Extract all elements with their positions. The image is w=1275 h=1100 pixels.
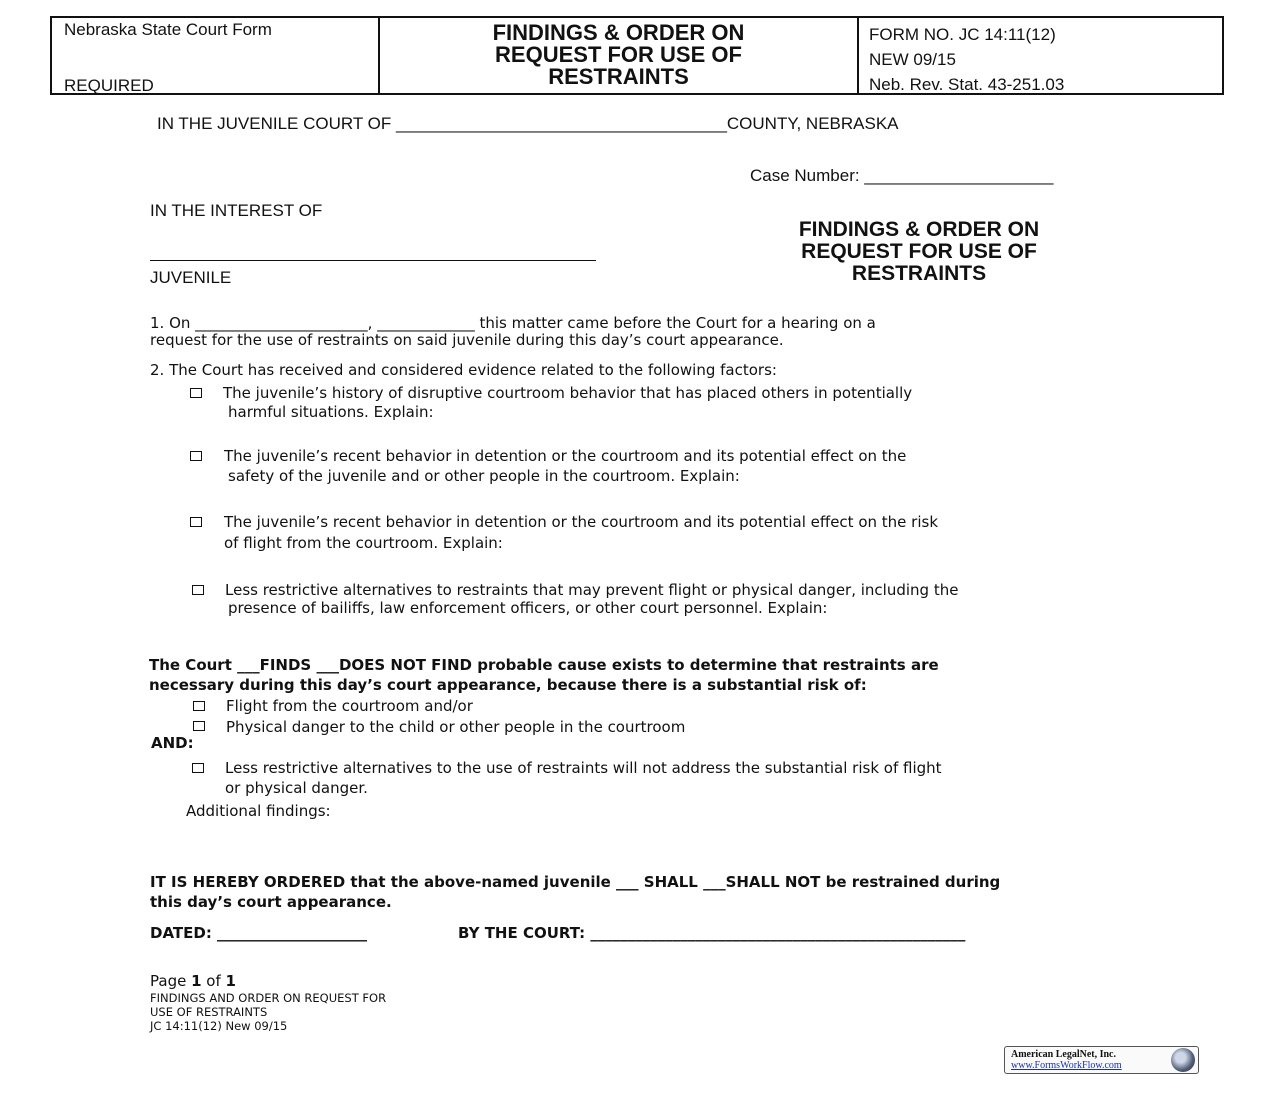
- factor-2-checkbox[interactable]: [190, 451, 202, 461]
- header-title-line-1: FINDINGS & ORDER ON: [492, 20, 745, 45]
- factor-2-line-1: The juvenile’s recent behavior in detention or the courtroom and its potential effect on the: [224, 447, 907, 465]
- factor-3-line-2: of flight from the courtroom. Explain:: [224, 534, 503, 552]
- globe-icon: [1171, 1048, 1195, 1072]
- logo-url-link[interactable]: www.FormsWorkFlow.com: [1011, 1060, 1122, 1071]
- dated-signature-line: DATED: ____________________: [150, 924, 368, 942]
- juvenile-label: JUVENILE: [150, 268, 232, 287]
- american-legalnet-logo[interactable]: [1004, 1046, 1199, 1074]
- case-number-line: Case Number: ____________________: [750, 166, 1054, 185]
- title-line-3: RESTRAINTS: [851, 262, 987, 285]
- item1-line-2: request for the use of restraints on said juvenile during this day’s court appearance.: [150, 331, 784, 349]
- alternatives-checkbox[interactable]: [192, 763, 204, 773]
- header-title-line-2: REQUEST FOR USE OF: [495, 42, 742, 67]
- factor-2-line-2: safety of the juvenile and or other people in the courtroom. Explain:: [228, 467, 740, 485]
- order-line-1: IT IS HEREBY ORDERED that the above-named juvenile ___ SHALL ___SHALL NOT be restrained during: [150, 873, 1001, 891]
- page-number: 1: [191, 972, 202, 990]
- juvenile-name-blank: [150, 248, 596, 261]
- risk-danger-label: Physical danger to the child or other people in the courtroom: [226, 718, 686, 736]
- logo-company-name: American LegalNet, Inc.: [1011, 1049, 1116, 1060]
- item2-intro: 2. The Court has received and considered evidence related to the following factors:: [150, 361, 777, 379]
- page-prefix: Page: [150, 972, 192, 990]
- footer-line-3: JC 14:11(12) New 09/15: [150, 1019, 288, 1033]
- finding-line-2: necessary during this day’s court appearance, because there is a substantial risk of:: [149, 676, 867, 694]
- document-title: [746, 219, 1092, 285]
- risk-danger-checkbox[interactable]: [193, 721, 205, 731]
- alternatives-line-1: Less restrictive alternatives to the use of restraints will not address the substantial risk of flight: [225, 759, 942, 777]
- additional-findings-label: Additional findings:: [186, 802, 331, 820]
- factor-4-line-2: presence of bailiffs, law enforcement officers, or other court personnel. Explain:: [228, 599, 828, 617]
- interest-of-label: IN THE INTEREST OF: [150, 201, 323, 220]
- factor-4-line-1: Less restrictive alternatives to restraints that may prevent flight or physical danger, including the: [225, 581, 959, 599]
- factor-1-checkbox[interactable]: [190, 388, 202, 398]
- and-label: AND:: [151, 734, 194, 752]
- footer-line-2: USE OF RESTRAINTS: [150, 1005, 268, 1019]
- item1-line-1: 1. On _______________________, _____________ this matter came before the Court for a hearing on a: [150, 314, 876, 332]
- factor-1-line-2: harmful situations. Explain:: [228, 403, 434, 421]
- header-left-cell: [52, 18, 380, 93]
- form-header-table: [50, 16, 1224, 95]
- finding-line-1: The Court ___FINDS ___DOES NOT FIND probable cause exists to determine that restraints are: [149, 656, 939, 674]
- factor-3-line-1: The juvenile’s recent behavior in detention or the courtroom and its potential effect on the risk: [224, 513, 939, 531]
- by-the-court-signature-line: BY THE COURT: __________________________________________________: [458, 924, 966, 942]
- factor-3-checkbox[interactable]: [190, 517, 202, 527]
- alternatives-line-2: or physical danger.: [225, 779, 368, 797]
- required-label: REQUIRED: [64, 76, 154, 95]
- header-title-line-3: RESTRAINTS: [548, 64, 689, 89]
- form-revision: NEW 09/15: [869, 50, 956, 69]
- page-indicator: [150, 972, 236, 990]
- risk-flight-checkbox[interactable]: [193, 701, 205, 711]
- page-mid: of: [201, 972, 226, 990]
- footer-line-1: FINDINGS AND ORDER ON REQUEST FOR: [150, 991, 387, 1005]
- risk-flight-label: Flight from the courtroom and/or: [226, 697, 473, 715]
- state-court-form-label: Nebraska State Court Form: [64, 20, 272, 39]
- order-line-2: this day’s court appearance.: [150, 893, 392, 911]
- factor-4-checkbox[interactable]: [192, 585, 204, 595]
- header-title-cell: [380, 18, 859, 93]
- title-line-1: FINDINGS & ORDER ON: [798, 218, 1040, 241]
- header-right-cell: [859, 18, 1222, 93]
- title-line-2: REQUEST FOR USE OF: [801, 240, 1037, 263]
- factor-1-line-1: The juvenile’s history of disruptive courtroom behavior that has placed others in potentially: [223, 384, 913, 402]
- court-county-line: IN THE JUVENILE COURT OF ___________________________________COUNTY, NEBRASKA: [157, 114, 899, 133]
- statute-reference: Neb. Rev. Stat. 43-251.03: [869, 75, 1065, 94]
- form-number: FORM NO. JC 14:11(12): [869, 25, 1056, 44]
- page-total: 1: [225, 972, 236, 990]
